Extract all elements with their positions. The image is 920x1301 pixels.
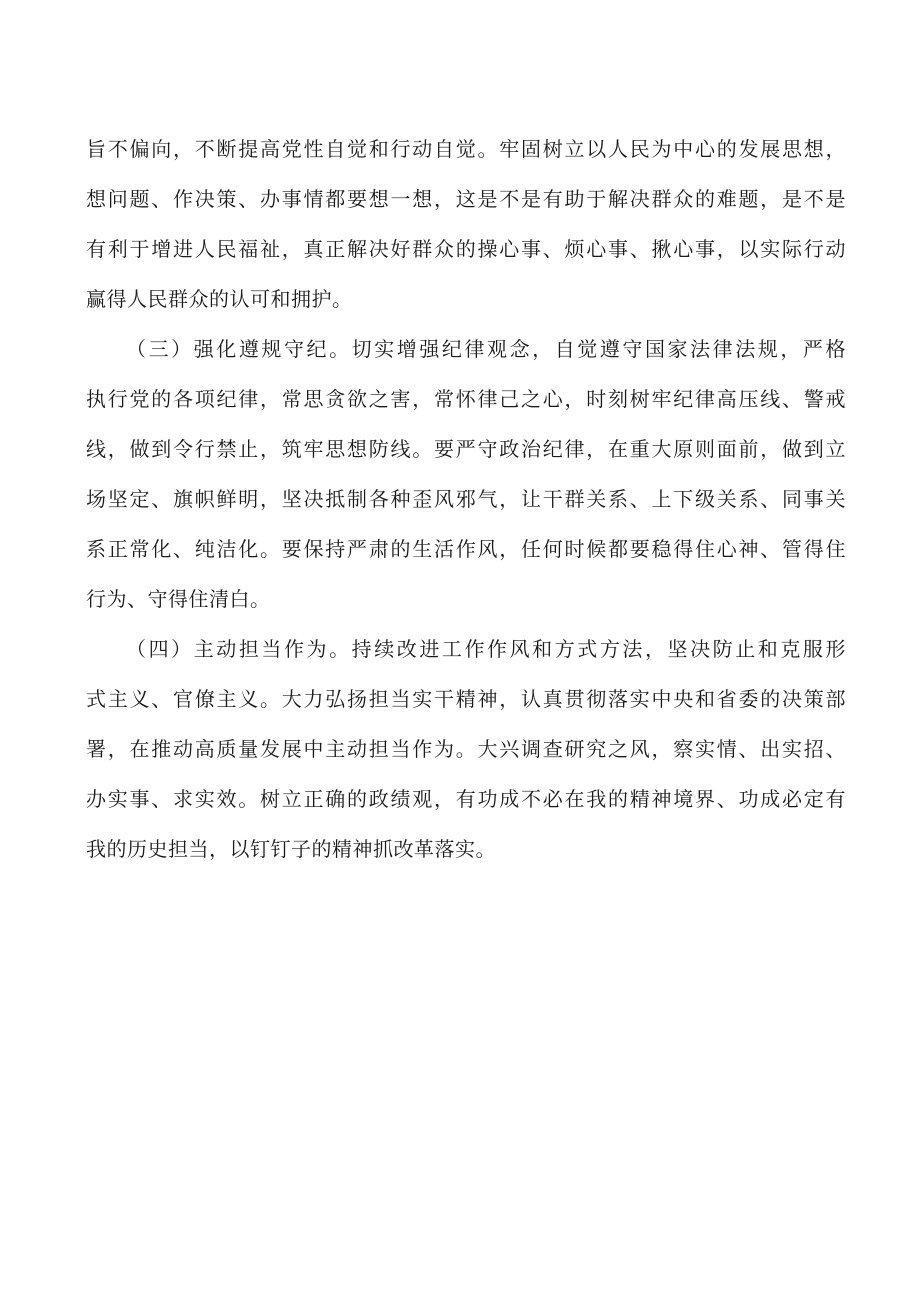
text-line: 署，在推动高质量发展中主动担当作为。大兴调查研究之风，察实情、出实招、 — [86, 737, 846, 761]
section-heading-line: （三）强化遵规守纪。切实增强纪律观念，自觉遵守国家法律法规，严格 — [126, 337, 846, 361]
text-line: 场坚定、旗帜鲜明，坚决抵制各种歪风邪气，让干群关系、上下级关系、同事关 — [86, 487, 846, 511]
paragraph-responsibility — [86, 624, 846, 874]
text-line: 旨不偏向，不断提高党性自觉和行动自觉。牢固树立以人民为中心的发展思想， — [86, 137, 846, 161]
text-line: 想问题、作决策、办事情都要想一想，这是不是有助于解决群众的难题，是不是 — [86, 187, 846, 211]
section-heading-line: （四）主动担当作为。持续改进工作作风和方式方法，坚决防止和克服形 — [126, 637, 846, 661]
text-line: 线，做到令行禁止，筑牢思想防线。要严守政治纪律，在重大原则面前，做到立 — [86, 437, 846, 461]
text-line: 办实事、求实效。树立正确的政绩观，有功成不必在我的精神境界、功成必定有 — [86, 787, 846, 811]
paragraph-people-centered — [86, 124, 846, 324]
text-line: 执行党的各项纪律，常思贪欲之害，常怀律己之心，时刻树牢纪律高压线、警戒 — [86, 387, 846, 411]
document-body — [86, 124, 846, 874]
paragraph-discipline — [86, 324, 846, 624]
text-line: 行为、守得住清白。 — [86, 587, 271, 611]
text-line: 有利于增进人民福祉，真正解决好群众的操心事、烦心事、揪心事，以实际行动 — [86, 237, 846, 261]
text-line: 系正常化、纯洁化。要保持严肃的生活作风，任何时候都要稳得住心神、管得住 — [86, 537, 846, 561]
text-line: 我的历史担当，以钉钉子的精神抓改革落实。 — [86, 837, 496, 861]
text-line: 赢得人民群众的认可和拥护。 — [86, 287, 353, 311]
text-line: 式主义、官僚主义。大力弘扬担当实干精神，认真贯彻落实中央和省委的决策部 — [86, 687, 846, 711]
